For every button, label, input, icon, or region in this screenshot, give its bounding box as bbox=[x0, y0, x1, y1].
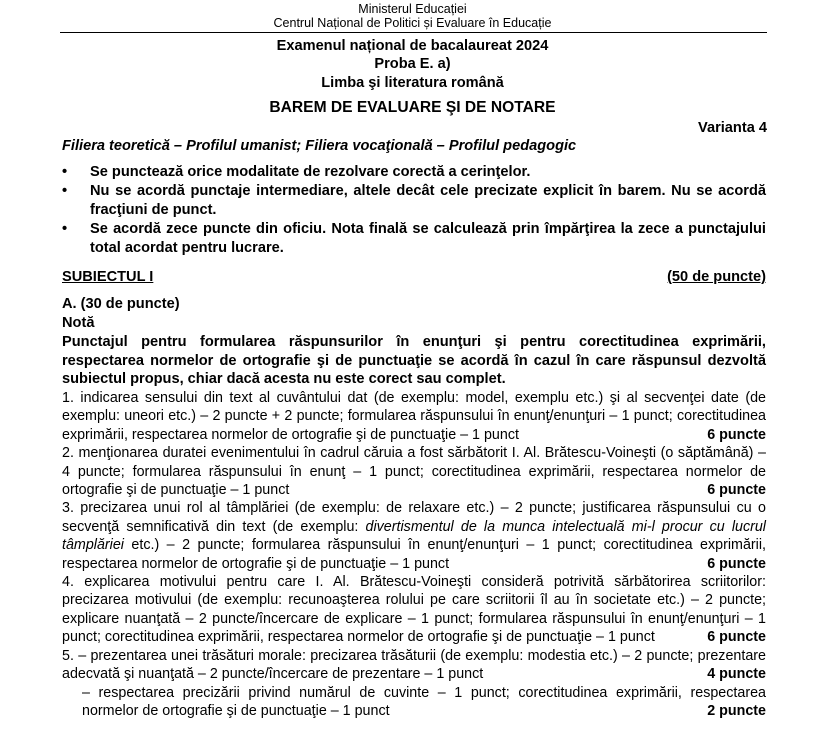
center-name: Centrul Național de Politici și Evaluare în Educație bbox=[273, 16, 552, 30]
nota-text: Punctajul pentru formularea răspunsurilor în enunţuri şi pentru corectitudinea exprimării, respectarea normelor de ortografie şi de punctuaţie se acordă în cazul în care răspunsul dezvoltă subiectul propus, chiar dacă acesta nu este corect sau complet. bbox=[62, 334, 766, 387]
scoring-item-3 bbox=[62, 499, 766, 573]
rules-item bbox=[62, 182, 766, 220]
item-points: 6 puncte bbox=[707, 629, 766, 646]
exam-subject: Limba şi literatura română bbox=[321, 75, 504, 91]
scoring-items bbox=[62, 389, 766, 720]
section-title: SUBIECTUL I bbox=[62, 269, 154, 285]
item-text: – respectarea precizării privind numărul de cuvinte – 1 punct; corectitudinea exprimării, respectarea normelor de ortografie şi de punctuaţie – 1 punct bbox=[82, 684, 766, 719]
item-points: 6 puncte bbox=[707, 482, 766, 499]
exam-proba: Proba E. a) bbox=[374, 56, 451, 72]
ministry-name: Ministerul Educației bbox=[358, 2, 467, 16]
exam-title: Examenul național de bacalaureat 2024 bbox=[276, 38, 549, 54]
rules-item-text: Se punctează orice modalitate de rezolvare corectă a cerinţelor. bbox=[90, 164, 531, 180]
bullet-dot-icon: • bbox=[62, 164, 68, 180]
scoring-item-4 bbox=[62, 573, 766, 647]
scoring-item-5b bbox=[62, 684, 766, 721]
scoring-item-5 bbox=[62, 647, 766, 684]
item-text-after: etc.) – 2 puncte; formularea răspunsului în enunţ/enunţuri – 1 punct; corectitudinea exprimării, respectarea normelor de ortografie şi de punctuaţie – 1 punct bbox=[62, 537, 766, 572]
part-a-heading: A. (30 de puncte) bbox=[62, 296, 180, 312]
item-text-before: 3. precizarea unui rol al tâmplăriei (de exemplu: de relaxare etc.) – 2 puncte; justificarea răspunsului cu o secvenţă semnificativă din text (de exemplu: bbox=[62, 500, 766, 535]
scoring-item-1 bbox=[62, 389, 766, 444]
item-text: 4. explicarea motivului pentru care I. Al. Brătescu-Voineşti consideră potrivită sărbătorirea scriitorilor: precizarea motivului (de exemplu: recunoaşterea rolului pe care scriitorii îl au în societate etc.) – 2 puncte; explicare nuanţată – 2 puncte/încercare de explicare – 1 punct; formularea răspunsului în enunţ/enunţuri – 1 punct; corectitudinea exprimării, respectarea normelor de ortografie şi de punctuaţie – 1 punct bbox=[62, 574, 766, 646]
bullet-dot-icon: • bbox=[62, 221, 68, 237]
nota-label: Notă bbox=[62, 315, 95, 331]
item-points: 6 puncte bbox=[707, 426, 766, 443]
rules-item-text: Nu se acordă punctaje intermediare, altele decât cele precizate explicit în barem. Nu se acordă fracţiuni de punct. bbox=[90, 183, 766, 218]
section-points: (50 de puncte) bbox=[667, 269, 766, 285]
bullet-dot-icon: • bbox=[62, 183, 68, 199]
item-text: 1. indicarea sensului din text al cuvântului dat (de exemplu: model, exemplu etc.) şi al secvenţei date (de exemplu: uneori etc.) – 2 puncte + 2 puncte; formularea răspunsului în enunţ/enunţuri – 1 punct; corectitudinea exprimării, respectarea normelor de ortografie şi de punctuaţie – 1 punct bbox=[62, 390, 766, 443]
item-points: 6 puncte bbox=[707, 555, 766, 572]
rules-item bbox=[62, 220, 766, 258]
item-points: 4 puncte bbox=[707, 666, 766, 683]
rules-list bbox=[62, 163, 766, 258]
item-quote: divertismentul de la munca intelectuală mi-l procur cu lucrul tâmplăriei bbox=[62, 518, 766, 554]
profile-line: Filiera teoretică – Profilul umanist; Filiera vocaţională – Profilul pedagogic bbox=[62, 138, 577, 154]
variant-label: Varianta 4 bbox=[698, 120, 767, 136]
item-points: 2 puncte bbox=[707, 702, 766, 719]
rules-item-text: Se acordă zece puncte din oficiu. Nota finală se calculează prin împărţirea la zece a punctajului total acordat pentru lucrare. bbox=[90, 221, 766, 256]
scoring-item-2 bbox=[62, 444, 766, 499]
rules-item bbox=[62, 163, 766, 182]
barem-title: BAREM DE EVALUARE ŞI DE NOTARE bbox=[269, 99, 556, 116]
item-text: 2. menţionarea duratei evenimentului în cadrul căruia a fost sărbătorit I. Al. Brătescu-Voineşti (o săptămână) – 4 puncte; formularea răspunsului în enunţ – 1 punct; corectitudinea exprimării, respectarea normelor de ortografie şi de punctuaţie – 1 punct bbox=[62, 445, 766, 499]
section-header bbox=[62, 269, 766, 286]
item-text: 5. – prezentarea unei trăsături morale: precizarea trăsăturii (de exemplu: modestia etc.) – 2 puncte; prezentare adecvată şi nuanţată – 2 puncte/încercare de prezentare – 1 punct bbox=[62, 647, 766, 683]
header-divider bbox=[60, 32, 767, 33]
